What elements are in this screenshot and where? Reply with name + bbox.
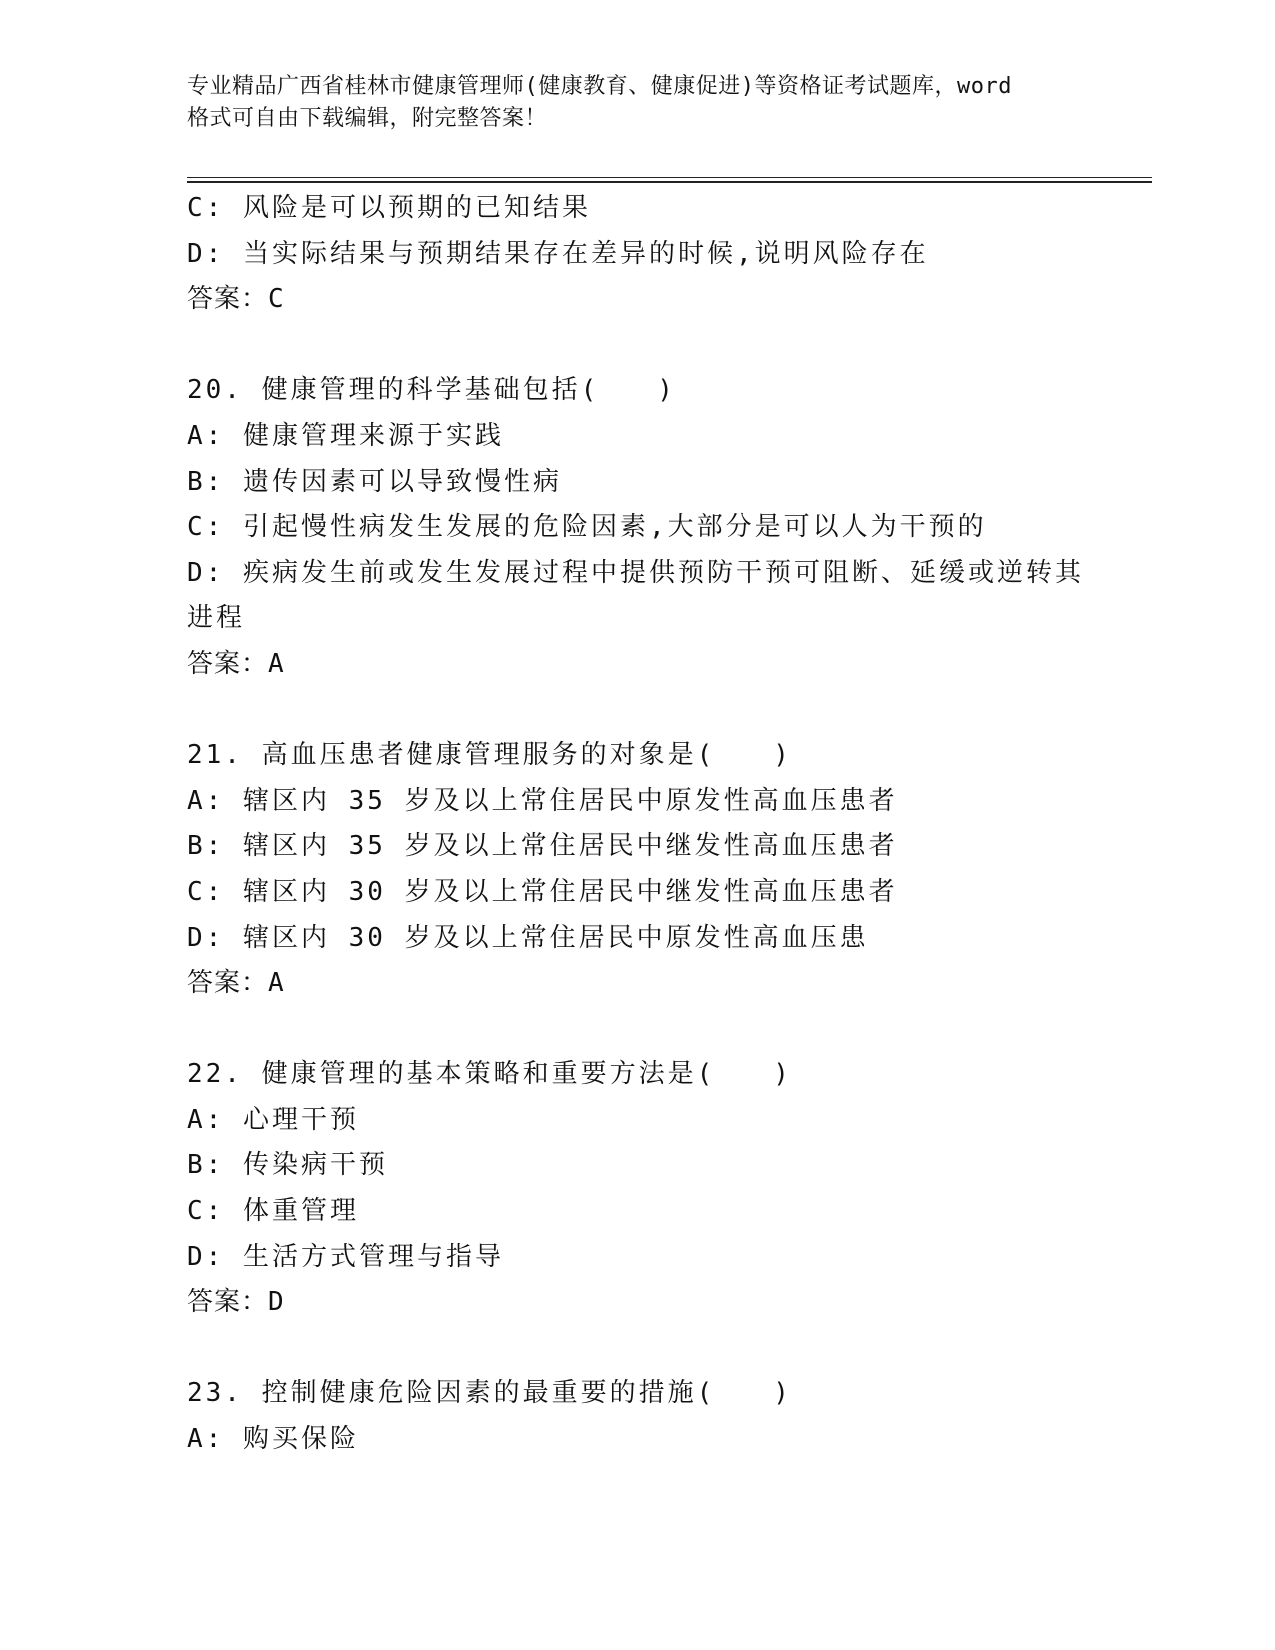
spacer <box>187 1007 1087 1053</box>
option-c: C: 风险是可以预期的已知结果 <box>187 193 591 223</box>
option-a: A: 购买保险 <box>187 1424 359 1455</box>
answer: 答案：C <box>187 284 285 315</box>
option-b: B: 传染病干预 <box>187 1150 388 1181</box>
option-c: C: 体重管理 <box>187 1196 359 1227</box>
option-a: A: 心理干预 <box>187 1104 359 1135</box>
question-21: 21. 高血压患者健康管理服务的对象是( ) <box>187 740 792 771</box>
option-a: A: 健康管理来源于实践 <box>187 420 504 451</box>
spacer <box>187 1326 1087 1372</box>
question-23: 23. 控制健康危险因素的最重要的措施( ) <box>187 1378 792 1409</box>
question-content <box>187 186 1087 1463</box>
document-header <box>187 71 1087 135</box>
question-20: 20. 健康管理的科学基础包括( ) <box>187 375 676 406</box>
option-d: D: 疾病发生前或发生发展过程中提供预防干预可阻断、延缓或逆转其 <box>187 557 1084 588</box>
option-d: D: 当实际结果与预期结果存在差异的时候,说明风险存在 <box>187 238 929 269</box>
option-b: B: 遗传因素可以导致慢性病 <box>187 466 562 497</box>
header-line-1: 专业精品广西省桂林市健康管理师(健康教育、健康促进)等资格证考试题库，word <box>187 74 1012 99</box>
option-c: C: 引起慢性病发生发展的危险因素,大部分是可以人为干预的 <box>187 512 987 543</box>
answer: 答案：A <box>187 648 285 679</box>
option-a: A: 辖区内 35 岁及以上常住居民中原发性高血压患者 <box>187 785 898 816</box>
option-d-continued: 进程 <box>187 603 246 634</box>
option-c: C: 辖区内 30 岁及以上常住居民中继发性高血压患者 <box>187 876 898 907</box>
option-d: D: 辖区内 30 岁及以上常住居民中原发性高血压患 <box>187 922 869 953</box>
answer: 答案：D <box>187 1287 285 1318</box>
spacer <box>187 323 1087 369</box>
question-22: 22. 健康管理的基本策略和重要方法是( ) <box>187 1059 792 1090</box>
answer: 答案：A <box>187 968 285 999</box>
header-divider-thin <box>187 177 1152 178</box>
spacer <box>187 688 1087 734</box>
header-divider-thick <box>187 181 1152 183</box>
option-b: B: 辖区内 35 岁及以上常住居民中继发性高血压患者 <box>187 831 898 862</box>
option-d: D: 生活方式管理与指导 <box>187 1241 504 1272</box>
header-line-2: 格式可自由下载编辑，附完整答案！ <box>187 106 548 131</box>
